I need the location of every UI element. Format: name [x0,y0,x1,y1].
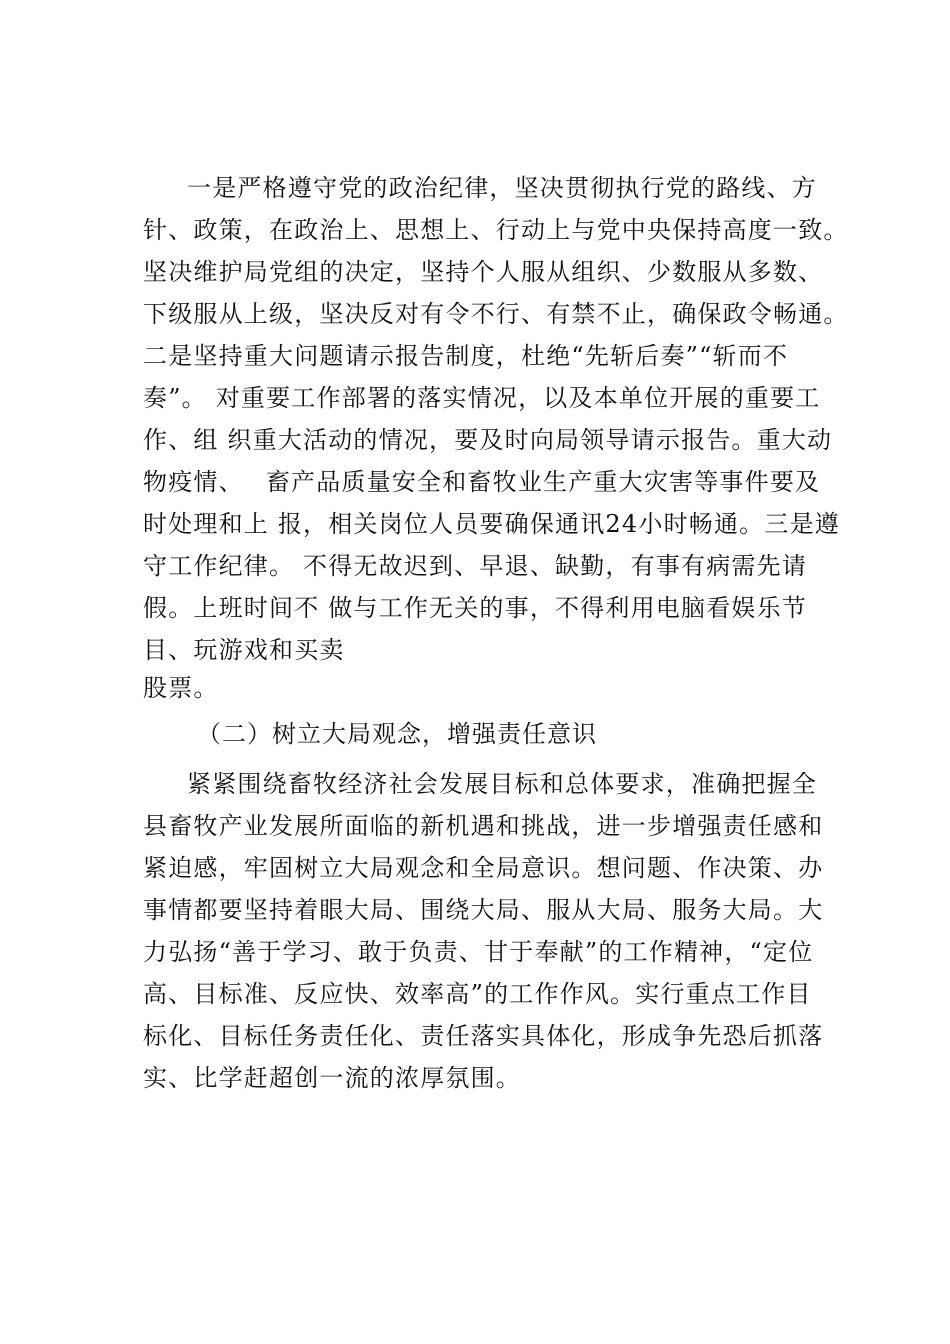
text-line: 紧迫感，牢固树立大局观念和全局意识。想问题、作决策、办 [143,854,824,882]
text-line: 紧紧围绕畜牧经济社会发展目标和总体要求，准确把握全 [187,770,817,798]
text-line: 假。上班时间不 做与工作无关的事，不得利用电脑看娱乐节 [143,594,808,622]
text-line: 实、比学赶超创一流的浓厚氛围。 [143,1064,521,1092]
text-line: 二是坚持重大问题请示报告制度，杜绝“先斩后奏”“斩而不 [143,342,789,370]
text-line: 力弘扬“善于学习、敢于负责、甘于奉献”的工作精神，“定位 [143,938,814,966]
text-line: 股票。 [143,674,219,702]
text-line: 时处理和上 报，相关岗位人员要确保通讯24小时畅通。三是遵 [143,510,840,538]
text-line: 奏”。 对重要工作部署的落实情况，以及本单位开展的重要工 [143,384,821,412]
text-line: 作、组 织重大活动的情况，要及时向局领导请示报告。重大动 [143,426,833,454]
text-line: 高、目标准、反应快、效率高”的工作作风。实行重点工作目 [143,980,812,1008]
text-line: 一是严格遵守党的政治纪律，坚决贯彻执行党的路线、方 [187,174,817,202]
text-line: 标化、目标任务责任化、责任落实具体化，形成争先恐后抓落 [143,1022,824,1050]
text-line: 县畜牧产业发展所面临的新机遇和挑战，进一步增强责任感和 [143,812,824,840]
text-line: 针、政策，在政治上、思想上、行动上与党中央保持高度一致。 [143,216,849,244]
text-line: 事情都要坚持着眼大局、围绕大局、服从大局、服务大局。大 [143,896,824,924]
text-line: 守工作纪律。 不得无故迟到、早退、缺勤，有事有病需先请 [143,552,808,580]
text-line: 坚决维护局党组的决定，坚持个人服从组织、少数服从多数、 [143,258,824,286]
section-heading: （二）树立大局观念，增强责任意识 [197,720,597,748]
text-line: 下级服从上级，坚决反对有令不行、有禁不止，确保政令畅通。 [143,300,849,328]
text-line: 目、玩游戏和买卖 [143,636,345,664]
text-line: 物疫情、 畜产品质量安全和畜牧业生产重大灾害等事件要及 [143,468,821,496]
